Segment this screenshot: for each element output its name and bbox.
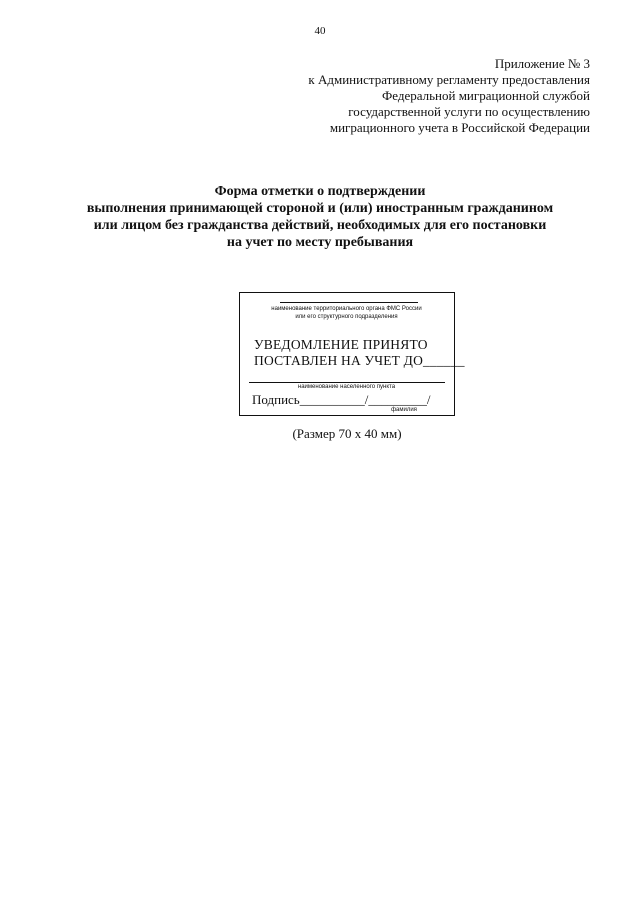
appendix-line: государственной услуги по осуществлению [348, 104, 590, 119]
org-name-line [280, 302, 418, 303]
locality-caption: наименование населенного пункта [297, 384, 396, 390]
org-caption: наименование территориального органа ФМС России [271, 306, 422, 312]
form-title-line: выполнения принимающей стороной и (или) иностранным гражданином [86, 201, 554, 216]
locality-line [249, 382, 445, 383]
org-caption-secondary: или его структурного подразделения [295, 314, 398, 320]
notice-accepted-text: УВЕДОМЛЕНИЕ ПРИНЯТО [254, 337, 428, 352]
appendix-line: к Административному регламенту предоставления [308, 72, 590, 87]
appendix-line: миграционного учета в Российской Федерации [329, 120, 590, 135]
form-title-line: Форма отметки о подтверждении [214, 184, 426, 199]
appendix-line: Приложение № 3 [494, 56, 590, 71]
form-title [0, 183, 640, 251]
form-title-line: на учет по месту пребывания [226, 235, 414, 250]
signature-row: Подпись__________/_________/ [252, 392, 431, 407]
stamp-size-note: (Размер 70 х 40 мм) [292, 426, 402, 441]
registered-until-text: ПОСТАВЛЕН НА УЧЕТ ДО______ [254, 353, 465, 368]
appendix-line: Федеральной миграционной службой [381, 88, 590, 103]
stamp-form [239, 292, 465, 416]
form-title-line: или лицом без гражданства действий, необходимых для его постановки [93, 218, 547, 233]
appendix-header [230, 56, 590, 136]
surname-caption: фамилия [391, 407, 417, 413]
page-number: 40 [314, 25, 326, 37]
